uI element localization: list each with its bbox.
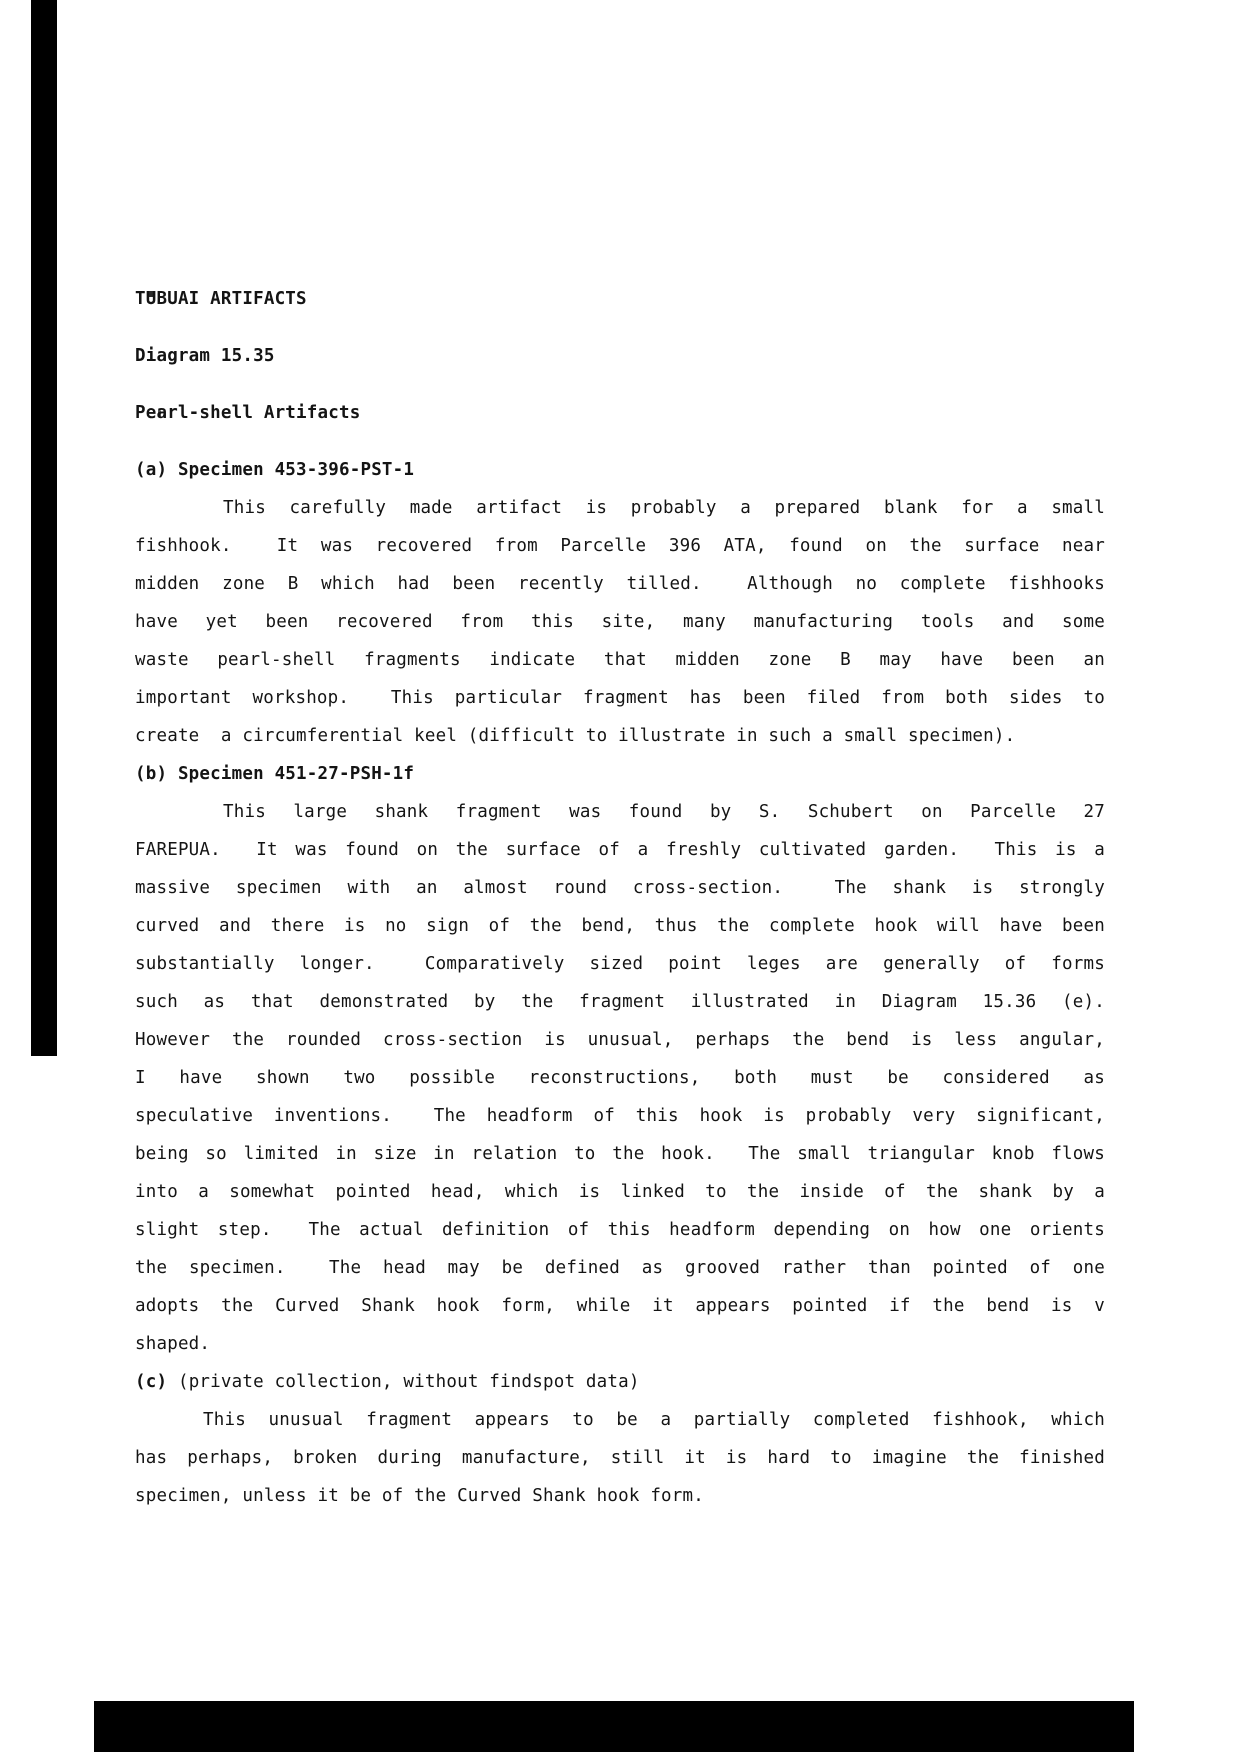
section-b-paragraph <box>135 793 1105 1363</box>
text-line: create a circumferential keel (difficult to illustrate in such a small specimen). <box>135 726 1016 746</box>
text-line: being so limited in size in relation to the hook. The small triangular knob flows <box>135 1144 1105 1164</box>
text-line: This carefully made artifact is probably a prepared blank for a small <box>223 498 1105 518</box>
text-line: midden zone B which had been recently tilled. Although no complete fishhooks <box>135 574 1105 594</box>
text-line: has perhaps, broken during manufacture, still it is hard to imagine the finished <box>135 1448 1105 1468</box>
section-a-paragraph <box>135 489 1105 755</box>
text-line: This unusual fragment appears to be a partially completed fishhook, which <box>203 1410 1105 1430</box>
diagram-label: Diagram 15.35 <box>135 346 275 366</box>
text-line: into a somewhat pointed head, which is linked to the inside of the shank by a <box>135 1182 1105 1202</box>
section-a <box>135 451 1105 755</box>
page-title: TUBUAI ARTIFACTS <box>135 289 307 309</box>
subtitle: Pearl-shell Artifacts <box>135 403 361 423</box>
section-b-heading: (b) Specimen 451-27-PSH-1f <box>135 764 415 784</box>
document-body <box>135 280 1105 1515</box>
text-line: waste pearl-shell fragments indicate that midden zone B may have been an <box>135 650 1105 670</box>
section-a-heading: (a) Specimen 453-396-PST-1 <box>135 460 415 480</box>
section-b <box>135 755 1105 1363</box>
text-line: This large shank fragment was found by S. Schubert on Parcelle 27 <box>223 802 1105 822</box>
text-line: slight step. The actual definition of this headform depending on how one orients <box>135 1220 1105 1240</box>
scan-artifact-bottom-bar <box>94 1701 1134 1752</box>
text-line: massive specimen with an almost round cross-section. The shank is strongly <box>135 878 1105 898</box>
text-line: the specimen. The head may be defined as grooved rather than pointed of one <box>135 1258 1105 1278</box>
scan-artifact-left-bar <box>31 0 57 1056</box>
text-line: substantially longer. Comparatively sized point leges are generally of forms <box>135 954 1105 974</box>
text-line: specimen, unless it be of the Curved Shank hook form. <box>135 1486 705 1506</box>
text-line: adopts the Curved Shank hook form, while it appears pointed if the bend is v <box>135 1296 1105 1316</box>
section-c <box>135 1363 1105 1515</box>
section-c-heading-text: (private collection, without findspot data) <box>167 1372 640 1392</box>
text-line: important workshop. This particular fragment has been filed from both sides to <box>135 688 1105 708</box>
text-line: However the rounded cross-section is unusual, perhaps the bend is less angular, <box>135 1030 1105 1050</box>
text-line: shaped. <box>135 1334 211 1354</box>
text-line: have yet been recovered from this site, many manufacturing tools and some <box>135 612 1105 632</box>
text-line: FAREPUA. It was found on the surface of a freshly cultivated garden. This is a <box>135 840 1105 860</box>
text-line: I have shown two possible reconstructions, both must be considered as <box>135 1068 1105 1088</box>
section-c-label: (c) <box>135 1372 168 1392</box>
text-line: curved and there is no sign of the bend, thus the complete hook will have been <box>135 916 1105 936</box>
section-c-paragraph <box>135 1401 1105 1515</box>
section-c-heading <box>135 1363 1105 1401</box>
text-line: speculative inventions. The headform of this hook is probably very significant, <box>135 1106 1105 1126</box>
text-line: fishhook. It was recovered from Parcelle 396 ATA, found on the surface near <box>135 536 1105 556</box>
text-line: such as that demonstrated by the fragment illustrated in Diagram 15.36 (e). <box>135 992 1105 1012</box>
